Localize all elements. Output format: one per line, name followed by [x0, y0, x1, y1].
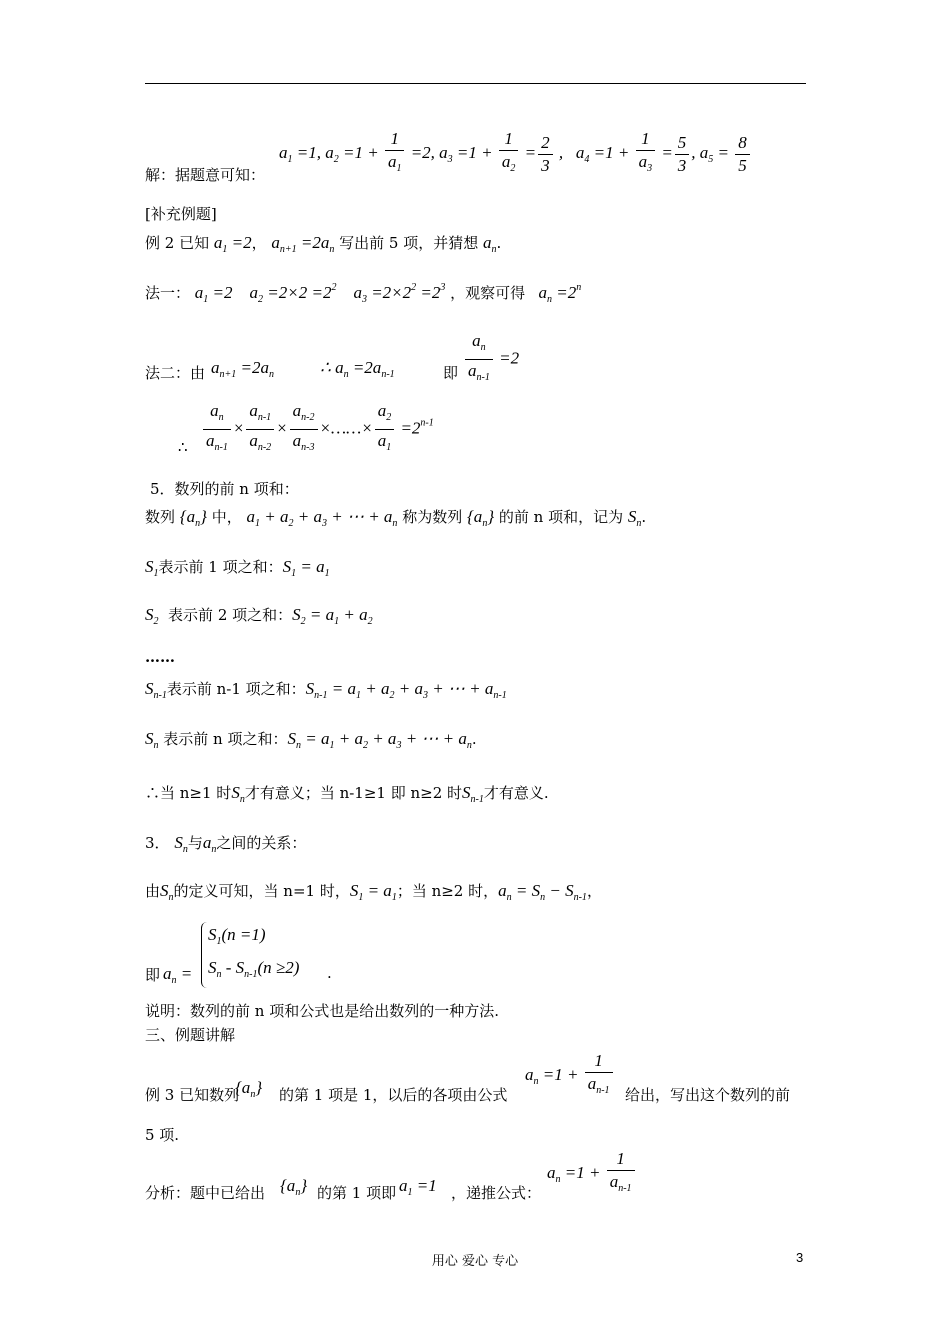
method1-label: 法一：	[145, 284, 191, 302]
analysis-a: 分析：题中已给出	[145, 1184, 266, 1202]
s2-line: $S_2$ 表示前 2 项之和：$S_2 = a_1 + a_2$	[145, 605, 373, 627]
section3-relation: 3． $S_n$与$a_n$之间的关系：	[145, 833, 307, 855]
meaning-line: ∴当 n≥1 时$S_n$才有意义；当 n-1≥1 即 n≥2 时$S_{n-1}$才有意义.	[145, 783, 549, 805]
method2-label: 法二：由	[145, 364, 206, 382]
ji-text: 即	[145, 966, 161, 984]
def-text-b: 中，	[211, 508, 242, 526]
analysis-c: ，递推公式：	[451, 1184, 542, 1202]
sn-line: $S_n$ 表示前 n 项之和：$S_n = a_1 + a_2 + a_3$ + ⋯ + $a_n$.	[145, 729, 477, 751]
def-a: 由	[145, 882, 161, 900]
def-c: ；当 n≥2 时，	[396, 882, 499, 900]
sec3-a: 3．	[145, 834, 170, 852]
sn1-line: $S_{n-1}$表示前 n-1 项之和：$S_{n-1} = a_1 + a_2 + a_3$ + ⋯ + $a_{n-1}$	[145, 679, 507, 701]
sec3-c: 之间的关系：	[216, 834, 307, 852]
example3-a: 例 3 已知数列	[145, 1086, 240, 1104]
meaning-a: ∴当 n≥1 时	[145, 784, 232, 802]
method1-tail: ，观察可得	[450, 284, 526, 302]
meaning-b: 才有意义；当 n-1≥1 即 n≥2 时	[244, 784, 463, 802]
s1-text: 表示前 1 项之和：	[158, 558, 283, 576]
method1-line: 法一： $a_1 =2$ $a_2 =2\times 2 =2^2$ $a_3 =2\times 2^2 =2^3$ ，观察可得 $a_n =2^n$	[145, 282, 582, 305]
example3-c: 给出，写出这个数列的前	[625, 1086, 791, 1104]
analysis-b: 的第 1 项即	[317, 1184, 397, 1202]
solution-formula: $a_1 =1$, $a_2 =1$ + $\frac{1}{a_1}$ =2, $a_3 =1$ + $\frac{1}{a_2}$ = $\frac{2}{3}$ , $a_4 =1$ + $\frac{1}{a_3}$ = $\frac{5}{3}$ , $a_5$ = $\frac{8}{5}$	[279, 128, 752, 180]
solution-label: 解：据题意可知：	[145, 166, 266, 184]
ellipsis: ……	[145, 648, 175, 666]
sn1-text: 表示前 n-1 项之和：	[166, 680, 306, 698]
example3-d: 5 项.	[145, 1126, 180, 1144]
explain-text: 说明：数列的前 n 项和公式也是给出数列的一种方法.	[145, 1002, 499, 1020]
example2-line: 例 2 已知 $a_1 =2$， $a_{n+1} =2a_n$ 写出前 5 项，并猜想 $a_n$.	[145, 233, 502, 255]
meaning-c: 才有意义.	[483, 784, 549, 802]
therefore-symbol: ∴	[178, 438, 188, 456]
s1-line: $S_1$表示前 1 项之和：$S_1 = a_1$	[145, 557, 330, 579]
supplement-label: [补充例题]	[145, 205, 217, 223]
def-text-c: 称为数列	[402, 508, 463, 526]
def-b: 的定义可知，当 n=1 时，	[173, 882, 350, 900]
header-rule	[145, 83, 806, 84]
example3-b: 的第 1 项是 1，以后的各项由公式	[279, 1086, 508, 1104]
example2-tail: 写出前 5 项，并猜想	[339, 234, 479, 252]
footer-text: 用心 爱心 专心	[431, 1254, 519, 1269]
def-text-d: 的前 n 项和，记为	[498, 508, 624, 526]
page-number: 3	[796, 1250, 804, 1265]
relation-def-line: 由$S_n$的定义可知，当 n=1 时，$S_1 = a_1$；当 n≥2 时，$a_n = S_n - S_{n-1}$，	[145, 881, 602, 903]
sec3-b: 与	[187, 834, 203, 852]
method2-then: 即	[443, 364, 459, 382]
section5-def: 数列 $\{a_n\}$ 中， $a_1 + a_2 + a_3$ + ⋯ + $a_n$ 称为数列 $\{a_n\}$ 的前 n 项和，记为 $S_n$.	[145, 507, 647, 529]
section3-title: 三、例题讲解	[145, 1026, 236, 1044]
def-text-a: 数列	[145, 508, 176, 526]
section5-title: 5．数列的前 n 项和：	[150, 480, 299, 498]
s2-text: 表示前 2 项之和：	[168, 606, 293, 624]
example2-text: 例 2 已知	[145, 234, 210, 252]
sn-text: 表示前 n 项之和：	[163, 730, 288, 748]
